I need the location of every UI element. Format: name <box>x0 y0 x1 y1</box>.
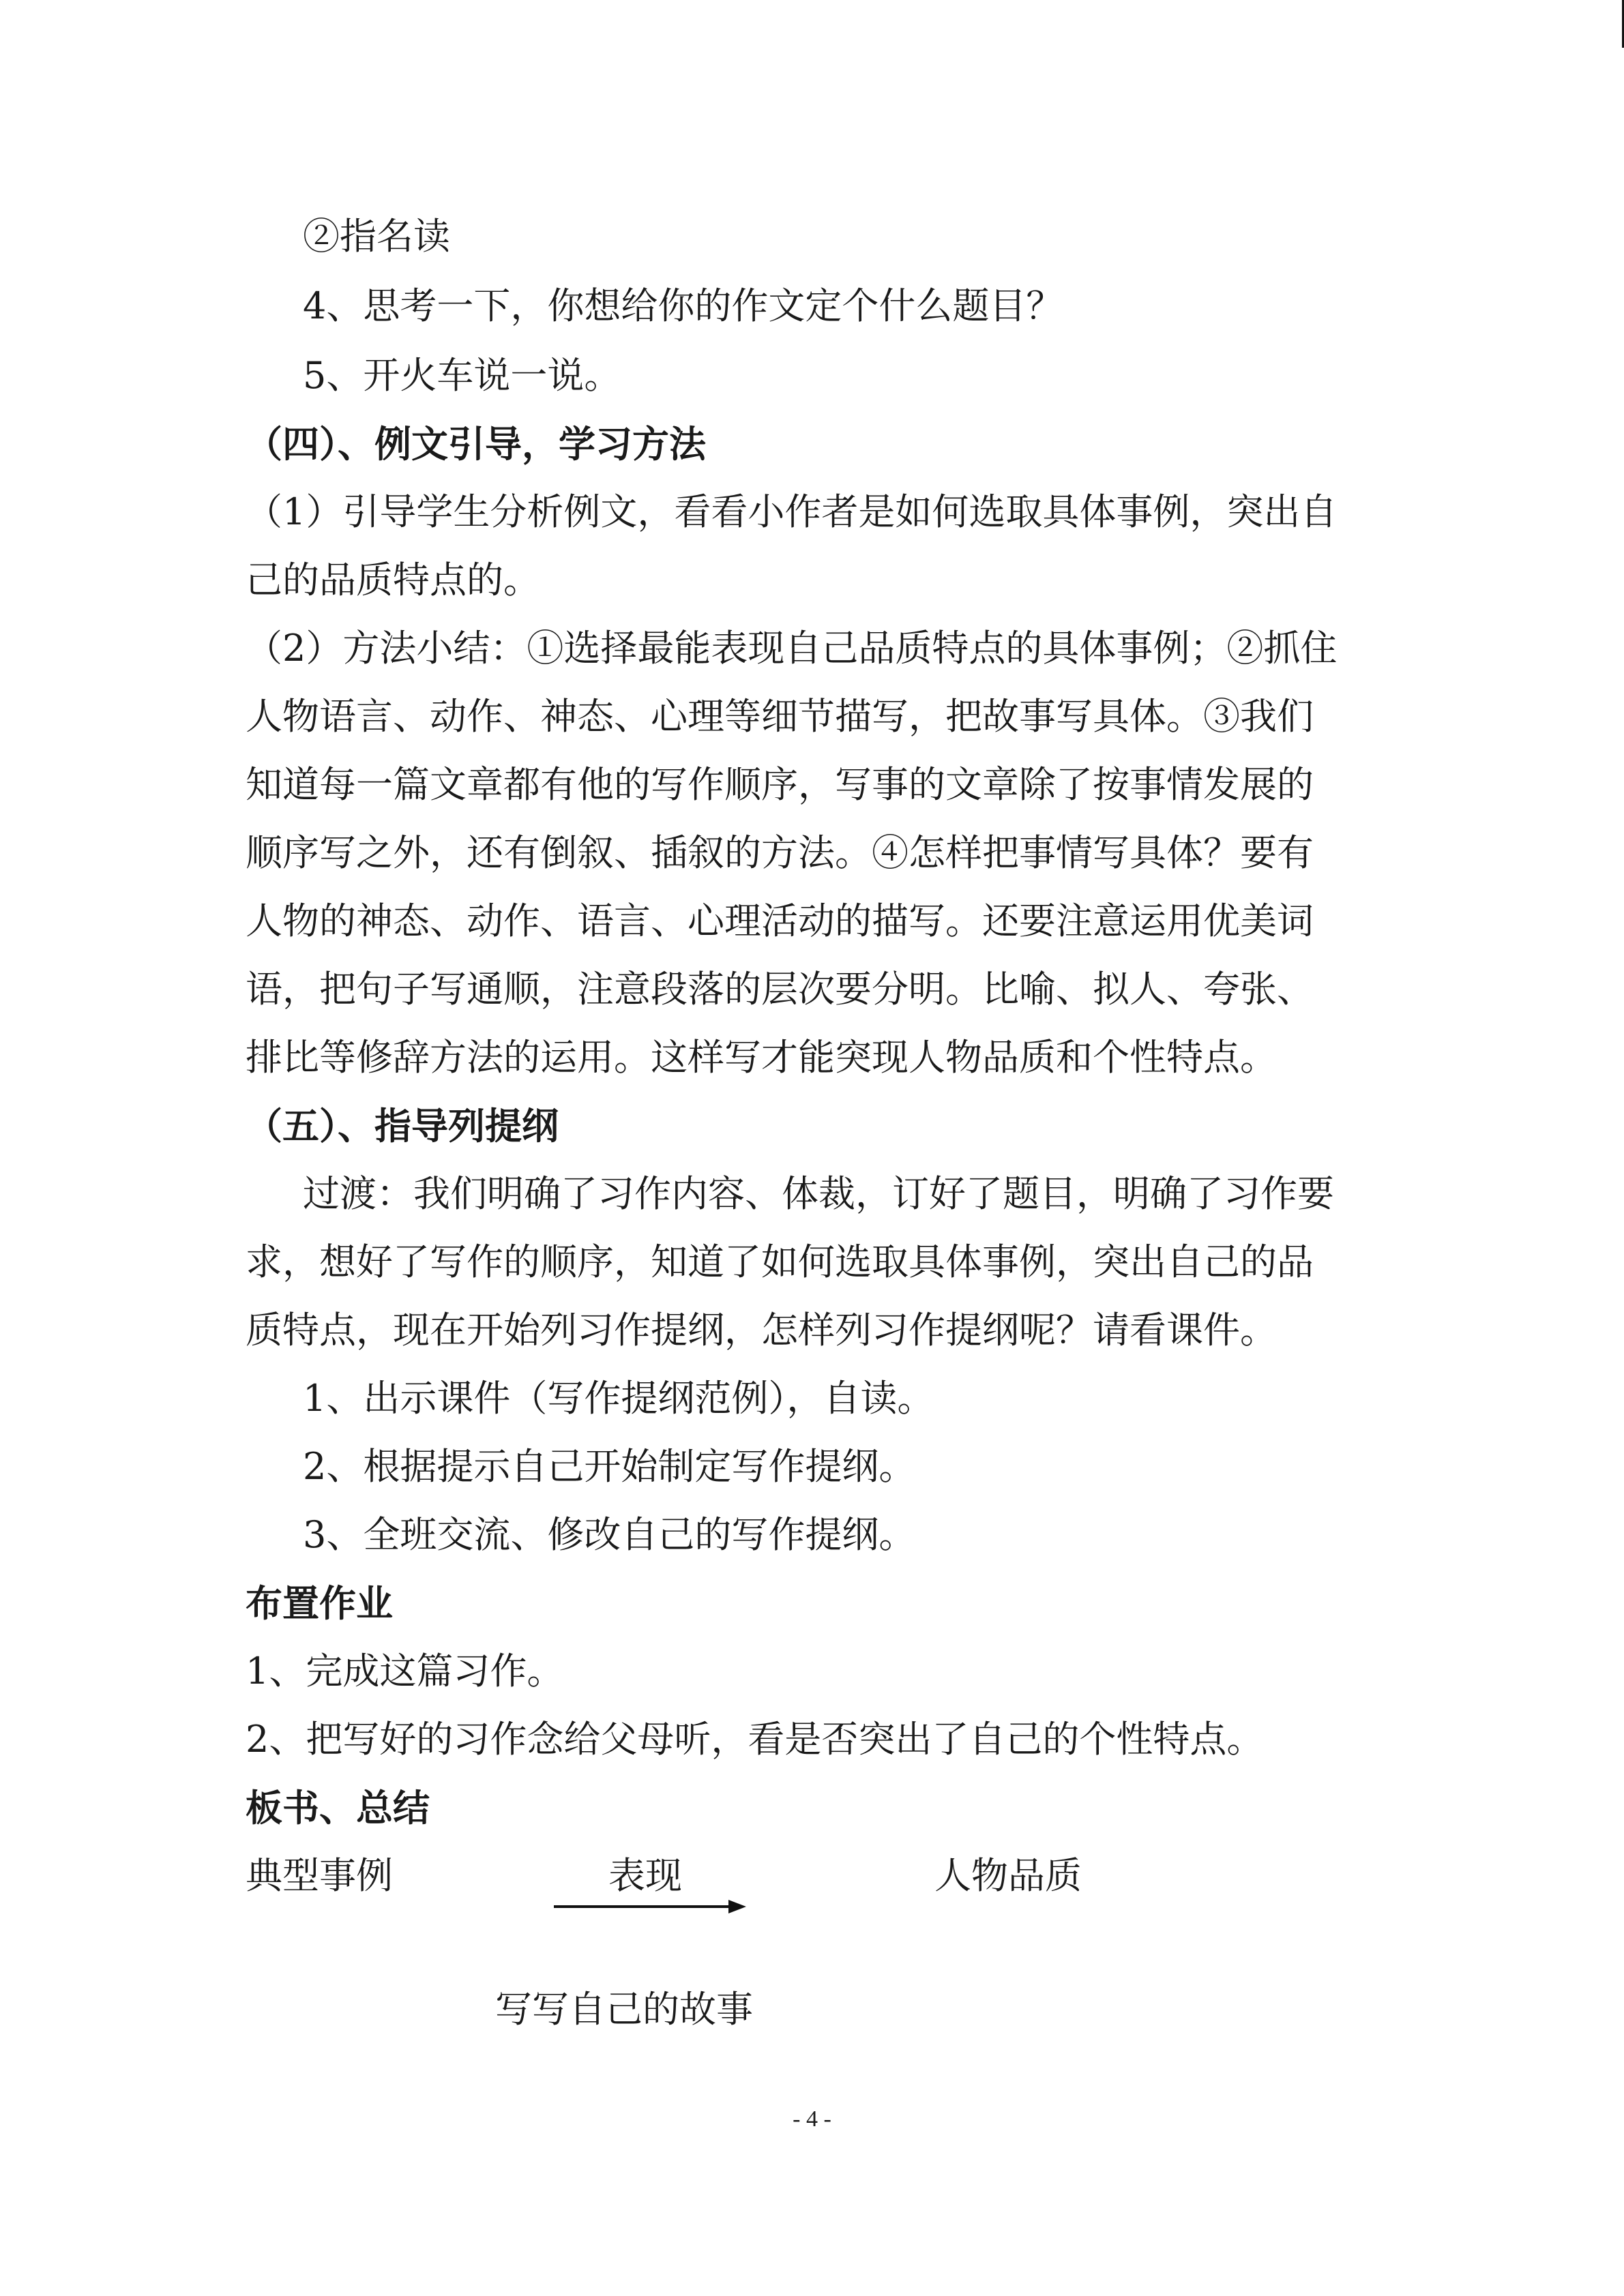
section-heading: （四）、例文引导，学习方法 <box>246 422 706 466</box>
section-heading: 板书、总结 <box>246 1786 430 1830</box>
board-left-label: 典型事例 <box>246 1854 393 1897</box>
text-line: （1）引导学生分析例文，看看小作者是如何选取具体事例，突出自 <box>246 490 1338 533</box>
text-line: 顺序写之外，还有倒叙、插叙的方法。④怎样把事情写具体？要有 <box>246 831 1314 874</box>
text-line: （2）方法小结：①选择最能表现自己品质特点的具体事例；②抓住 <box>246 627 1338 670</box>
text-line: 过渡：我们明确了习作内容、体裁，订好了题目，明确了习作要 <box>303 1172 1334 1215</box>
text-line: 2、根据提示自己开始制定写作提纲。 <box>303 1445 916 1488</box>
text-line: 1、完成这篇习作。 <box>246 1650 564 1693</box>
text-line: 4、思考一下，你想给你的作文定个什么题目？ <box>303 284 1063 327</box>
text-line: 语，把句子写通顺，注意段落的层次要分明。比喻、拟人、夸张、 <box>246 968 1314 1011</box>
text-line: 3、全班交流、修改自己的写作提纲。 <box>303 1513 916 1556</box>
text-line: 求，想好了写作的顺序，知道了如何选取具体事例，突出自己的品 <box>246 1240 1314 1283</box>
text-line: 2、把写好的习作念给父母听，看是否突出了自己的个性特点。 <box>246 1718 1264 1761</box>
section-heading: （五）、指导列提纲 <box>246 1104 559 1148</box>
text-line: 己的品质特点的。 <box>246 558 540 601</box>
text-line: ②指名读 <box>303 215 450 258</box>
text-line: 质特点，现在开始列习作提纲，怎样列习作提纲呢？请看课件。 <box>246 1309 1277 1352</box>
section-heading: 布置作业 <box>246 1581 393 1625</box>
arrow-right-icon <box>554 1898 746 1915</box>
board-right-label: 人物品质 <box>934 1854 1082 1897</box>
text-line: 人物语言、动作、神态、心理等细节描写，把故事写具体。③我们 <box>246 695 1314 738</box>
text-line: 5、开火车说一说。 <box>303 354 621 397</box>
text-line: 1、出示课件（写作提纲范例），自读。 <box>303 1377 934 1420</box>
board-title: 写写自己的故事 <box>495 1988 753 2031</box>
text-line: 人物的神态、动作、语言、心理活动的描写。还要注意运用优美词 <box>246 899 1314 942</box>
text-line: 排比等修辞方法的运用。这样写才能突现人物品质和个性特点。 <box>246 1036 1277 1079</box>
text-line: 知道每一篇文章都有他的写作顺序，写事的文章除了按事情发展的 <box>246 763 1314 806</box>
page-number: - 4 - <box>793 2106 831 2132</box>
board-arrow-label: 表现 <box>608 1854 682 1897</box>
